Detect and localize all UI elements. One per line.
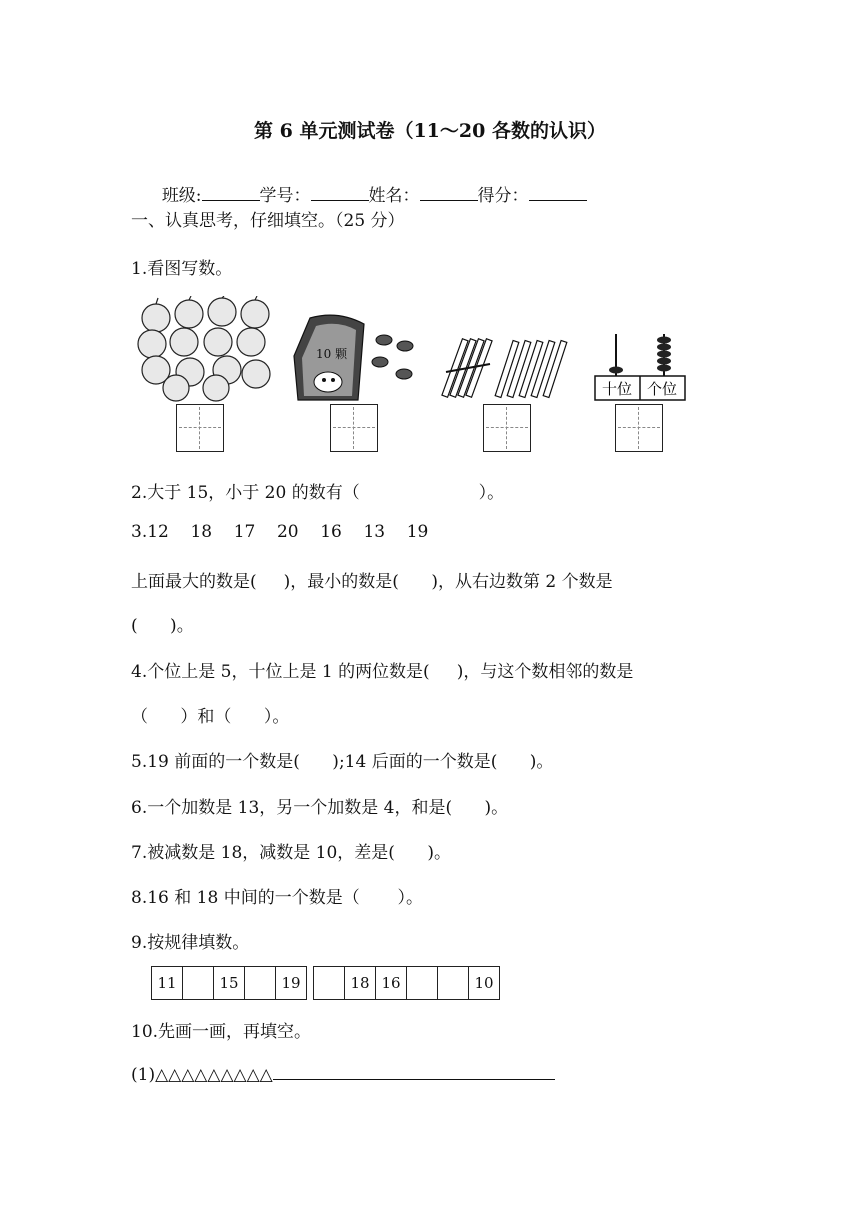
sequence-cell: 19 [276, 967, 307, 1000]
sequence-blank-cell[interactable] [407, 967, 438, 1000]
page-title: 第 6 单元测试卷（11～20 各数的认识） [254, 120, 606, 142]
name-label: 姓名： [368, 186, 420, 206]
question-4-continued: （ ）和（ ）。 [131, 707, 290, 727]
class-field[interactable] [202, 184, 260, 201]
counting-sticks-illustration [438, 296, 578, 402]
sequence-blank-cell[interactable] [438, 967, 469, 1000]
question-1-label: 1.看图写数。 [131, 259, 233, 279]
sequence-blank-cell[interactable] [314, 967, 345, 1000]
sequence-cell: 18 [345, 967, 376, 1000]
abacus-tens-label: 十位 [601, 380, 633, 398]
triangles-row: (1)△△△△△△△△△ [131, 1065, 273, 1085]
question-7: 7.被减数是 18，减数是 10，差是( )。 [131, 843, 451, 863]
student-number-label: 学号： [259, 186, 311, 206]
section-heading: 一、认真思考，仔细填空。（25 分） [131, 211, 405, 231]
sequence-table-1 [151, 966, 307, 1000]
student-info-row [151, 161, 587, 206]
question-9-label: 9.按规律填数。 [131, 933, 250, 953]
question-10-label: 10.先画一画，再填空。 [131, 1022, 312, 1042]
question-6: 6.一个加数是 13，另一个加数是 4，和是( )。 [131, 798, 509, 818]
student-number-field[interactable] [311, 184, 369, 201]
sequence-cell: 15 [214, 967, 245, 1000]
answer-box-candy[interactable] [330, 404, 378, 452]
abacus-ones-label: 个位 [646, 380, 678, 398]
question-10-part-1 [131, 1063, 555, 1085]
apples-illustration [134, 296, 274, 402]
question-4: 4.个位上是 5，十位上是 1 的两位数是( )，与这个数相邻的数是 [131, 662, 634, 682]
sequence-cell: 10 [469, 967, 500, 1000]
sequence-blank-cell[interactable] [183, 967, 214, 1000]
class-label: 班级: [161, 186, 202, 206]
answer-box-sticks[interactable] [483, 404, 531, 452]
drawing-answer-line[interactable] [273, 1063, 555, 1080]
sequence-table-2 [313, 966, 500, 1000]
sequence-blank-cell[interactable] [245, 967, 276, 1000]
answer-box-apples[interactable] [176, 404, 224, 452]
bag-count-text: 10 颗 [316, 347, 348, 361]
candy-bag-illustration [288, 296, 420, 402]
abacus-illustration [594, 296, 686, 402]
sequence-cell: 11 [152, 967, 183, 1000]
answer-box-abacus[interactable] [615, 404, 663, 452]
question-5: 5.19 前面的一个数是( );14 后面的一个数是( )。 [131, 752, 554, 772]
question-3-numbers: 3.12 18 17 20 16 13 19 [131, 522, 429, 542]
question-3-prompt: 上面最大的数是( )，最小的数是( )，从右边数第 2 个数是 [131, 572, 613, 592]
question-3-continued: ( )。 [131, 616, 194, 636]
question-2: 2.大于 15，小于 20 的数有（ ）。 [131, 483, 505, 503]
question-8: 8.16 和 18 中间的一个数是（ ）。 [131, 888, 424, 908]
score-label: 得分： [477, 186, 529, 206]
sequence-cell: 16 [376, 967, 407, 1000]
name-field[interactable] [420, 184, 478, 201]
score-field[interactable] [529, 184, 587, 201]
